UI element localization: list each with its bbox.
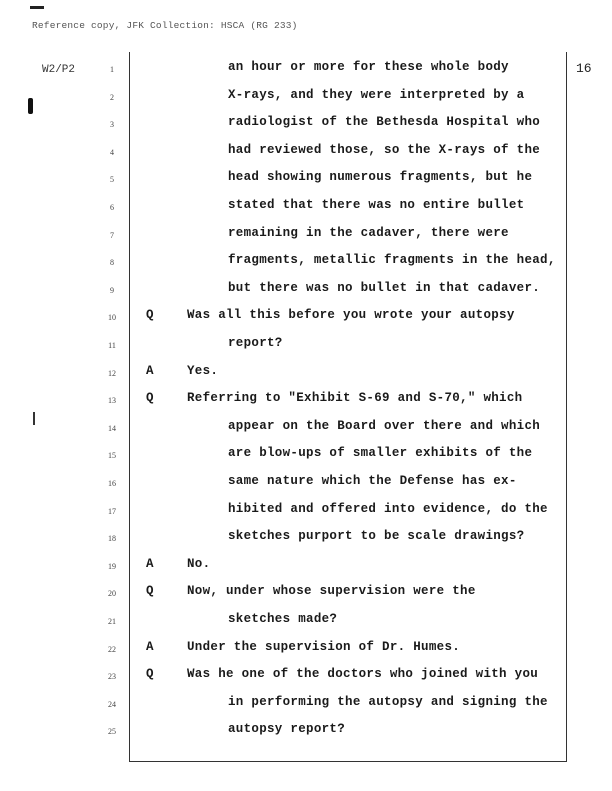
transcript-line xyxy=(0,722,612,750)
speaker-label: Q xyxy=(146,667,154,682)
line-number: 13 xyxy=(108,396,116,406)
line-number: 22 xyxy=(108,644,116,654)
line-number: 25 xyxy=(108,727,116,737)
line-text: autopsy report? xyxy=(228,722,346,737)
line-number: 6 xyxy=(110,203,114,212)
page-code: W2/P2 xyxy=(42,64,76,76)
transcript-line xyxy=(0,695,612,723)
speaker-label: Q xyxy=(146,391,154,406)
transcript-line xyxy=(0,419,612,447)
line-text: No. xyxy=(187,556,211,571)
transcript-line xyxy=(0,281,612,309)
transcript-line xyxy=(0,364,612,392)
transcript-line xyxy=(0,60,612,88)
line-text: X-rays, and they were interpreted by a xyxy=(228,87,525,102)
transcript-line xyxy=(0,336,612,364)
reference-note: Reference copy, JFK Collection: HSCA (RG 233) xyxy=(32,20,298,31)
line-text: Now, under whose supervision were the xyxy=(187,584,476,599)
line-text: report? xyxy=(228,336,283,350)
line-text: radiologist of the Bethesda Hospital who xyxy=(228,115,541,130)
transcript-line xyxy=(0,143,612,171)
transcript-line xyxy=(0,557,612,585)
line-text: in performing the autopsy and signing the xyxy=(228,694,548,709)
line-number: 8 xyxy=(110,258,114,268)
line-number: 20 xyxy=(108,589,116,599)
transcript-line xyxy=(0,502,612,530)
line-number: 11 xyxy=(108,341,116,350)
line-text: Was all this before you wrote your autopsy xyxy=(187,308,515,323)
transcript-line xyxy=(0,612,612,640)
line-number: 18 xyxy=(108,534,116,544)
line-number: 12 xyxy=(108,368,116,378)
line-number: 7 xyxy=(110,230,114,240)
line-number: 2 xyxy=(110,92,114,102)
line-text: fragments, metallic fragments in the head, xyxy=(228,253,556,268)
speaker-label: Q xyxy=(146,584,154,599)
top-mark xyxy=(30,6,44,9)
transcript-line xyxy=(0,584,612,612)
transcript-line xyxy=(0,88,612,116)
transcript-line xyxy=(0,308,612,336)
line-number: 4 xyxy=(110,147,114,157)
line-number: 9 xyxy=(110,285,114,295)
line-text: hibited and offered into evidence, do the xyxy=(228,501,548,516)
transcript-line xyxy=(0,198,612,226)
page-number: 16 xyxy=(576,61,592,76)
line-number: 3 xyxy=(110,120,114,130)
line-number: 21 xyxy=(108,617,116,626)
transcript-line xyxy=(0,529,612,557)
line-text: Yes. xyxy=(187,363,219,378)
line-number: 1 xyxy=(110,65,114,74)
line-number: 24 xyxy=(108,699,116,709)
speaker-label: A xyxy=(146,556,154,571)
speaker-label: A xyxy=(146,363,154,378)
line-text: Referring to "Exhibit S-69 and S-70," which xyxy=(187,391,523,406)
transcript-line xyxy=(0,667,612,695)
line-text: appear on the Board over there and which xyxy=(228,418,541,433)
line-number: 15 xyxy=(108,451,116,461)
transcript-line xyxy=(0,446,612,474)
line-number: 17 xyxy=(108,506,116,516)
transcript-line xyxy=(0,226,612,254)
line-text: an hour or more for these whole body xyxy=(228,60,509,74)
transcript-line xyxy=(0,170,612,198)
line-text: head showing numerous fragments, but he xyxy=(228,170,533,185)
line-text: but there was no bullet in that cadaver. xyxy=(228,280,541,295)
transcript-line xyxy=(0,253,612,281)
line-text: stated that there was no entire bullet xyxy=(228,198,525,212)
line-text: Was he one of the doctors who joined with you xyxy=(187,667,539,682)
transcript-line xyxy=(0,474,612,502)
line-text: same nature which the Defense has ex- xyxy=(228,474,517,488)
line-number: 5 xyxy=(110,175,114,185)
line-text: remaining in the cadaver, there were xyxy=(228,225,509,240)
line-number: 19 xyxy=(108,561,116,571)
transcript-line xyxy=(0,115,612,143)
speaker-label: Q xyxy=(146,308,154,323)
speaker-label: A xyxy=(146,639,154,654)
line-text: sketches made? xyxy=(228,612,338,626)
line-number: 23 xyxy=(108,672,116,682)
line-text: are blow-ups of smaller exhibits of the xyxy=(228,446,533,461)
line-number: 14 xyxy=(108,423,116,433)
line-number: 10 xyxy=(108,313,116,323)
line-text: sketches purport to be scale drawings? xyxy=(228,529,525,544)
transcript-line xyxy=(0,391,612,419)
line-text: had reviewed those, so the X-rays of the xyxy=(228,142,541,157)
line-number: 16 xyxy=(108,479,116,488)
line-text: Under the supervision of Dr. Humes. xyxy=(187,639,461,654)
transcript-line xyxy=(0,640,612,668)
